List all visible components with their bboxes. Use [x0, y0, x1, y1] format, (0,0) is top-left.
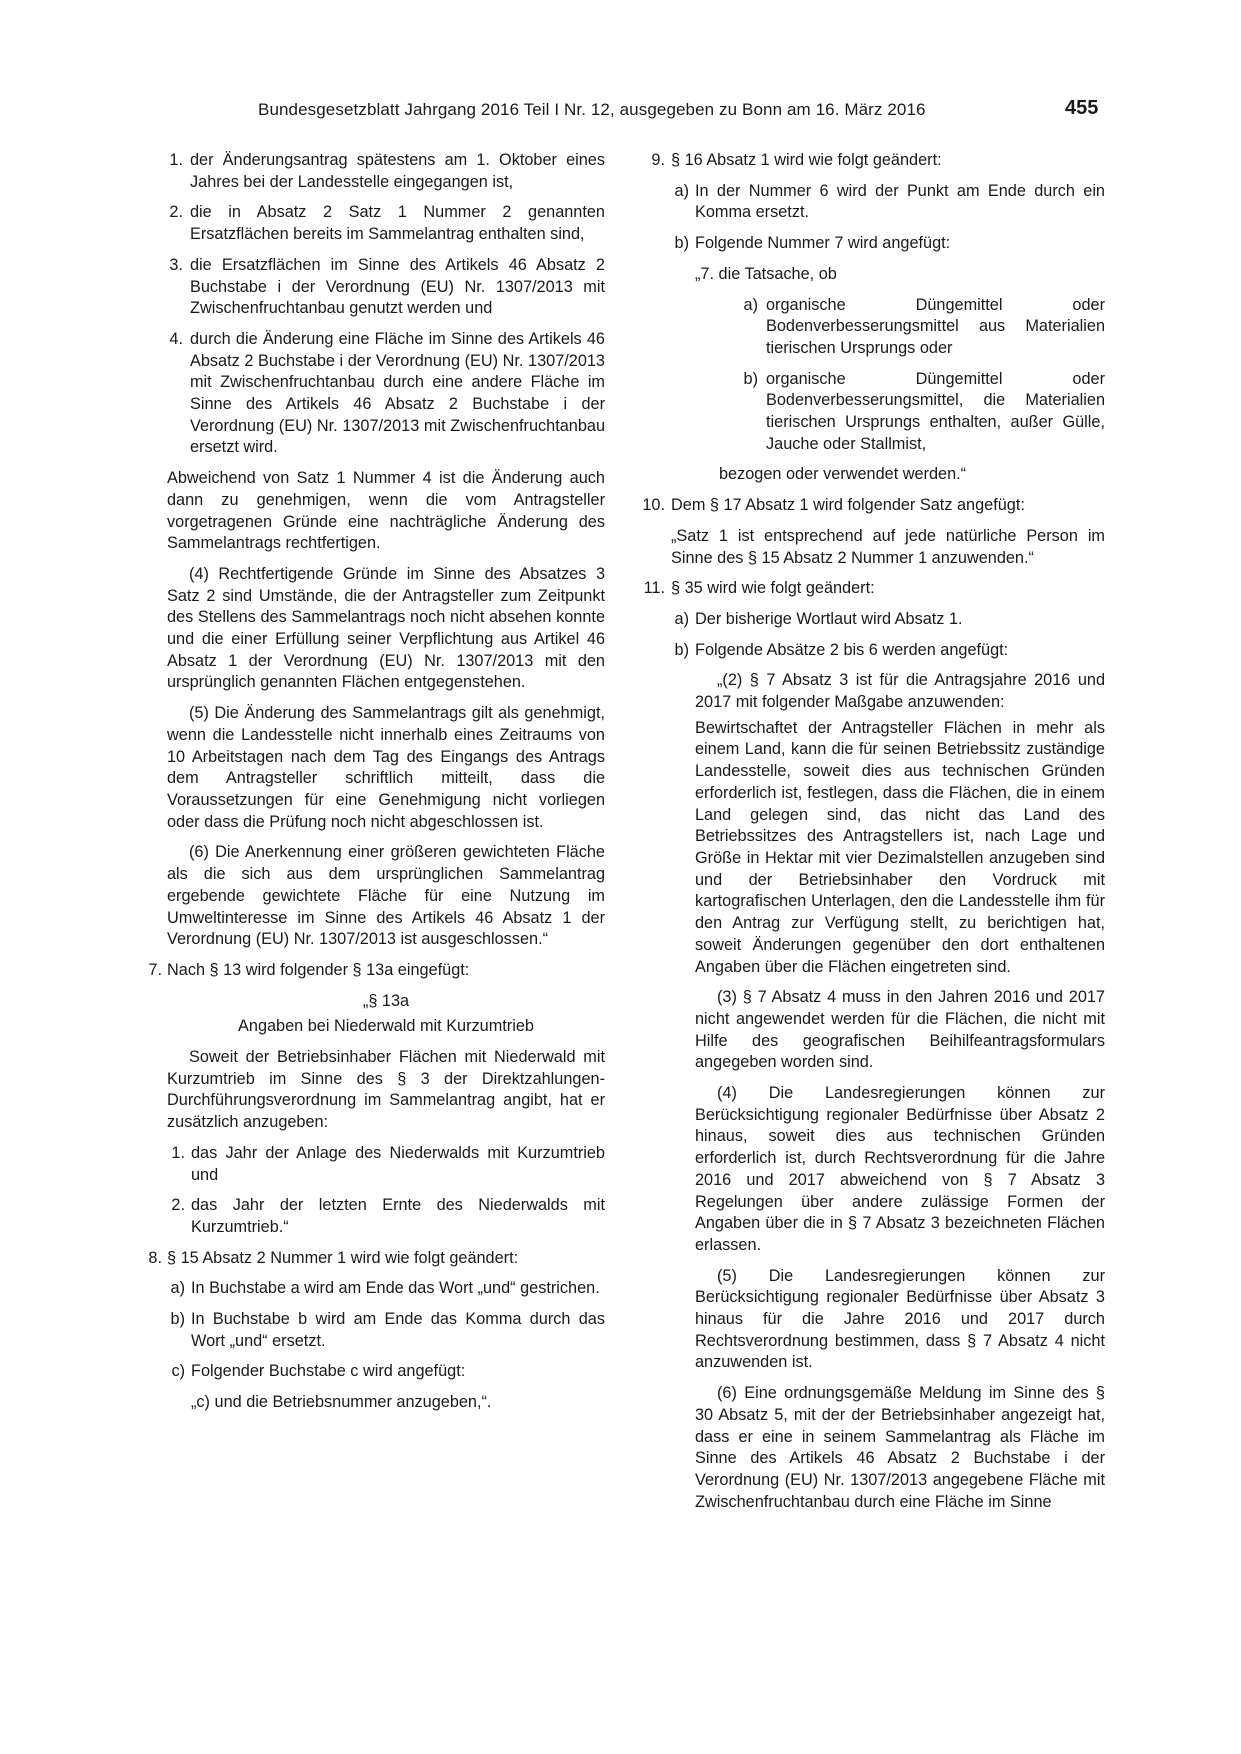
sub-text: Folgender Buchstabe c wird angefügt: [191, 1362, 466, 1381]
sub-item [167, 1361, 605, 1383]
sub-text: In Buchstabe b wird am Ende das Komma durch das Wort „und“ ersetzt. [191, 1310, 605, 1350]
sub-item [671, 609, 1105, 631]
page-header [0, 97, 1241, 130]
amendment-item-11 [628, 578, 1105, 600]
paragraph-4: (4) Die Landesregierungen können zur Berücksichtigung regionaler Bedürfnisse über Absatz 2 hinaus, soweit dies aus technischen Gründen erforderlich ist, durch Rechtsverordnung für die Jahre 2016 und 2017 abweichend von § 7 Absatz 3 Regelungen über andere zulässige Formen der Angaben über die in § 7 Absatz 3 bezeichneten Flächen erlassen. [695, 1084, 1105, 1254]
paragraph-4: (4) Rechtfertigende Gründe im Sinne des Absatzes 3 Satz 2 sind Umstände, die der Antragsteller zum Zeitpunkt des Stellens des Sammelantrags noch nicht absehen konnte und die einer Erfüllung seiner Verpflichtung aus Artikel 46 Absatz 1 der Verordnung (EU) Nr. 1307/2013 mit den ursprünglich genannten Flächen entgegenstehen. [167, 564, 605, 692]
list-number: 3. [169, 255, 183, 274]
amendment-item-7 [143, 960, 605, 982]
page-number: 455 [1065, 97, 1099, 119]
running-title: Bundesgesetzblatt Jahrgang 2016 Teil I Nr. 12, ausgegeben zu Bonn am 16. März 2016 [258, 100, 926, 119]
item-number: 7. [148, 960, 162, 979]
sub-sub-number: b) [743, 369, 758, 388]
sub-number: b) [674, 640, 689, 659]
section-text: Soweit der Betriebsinhaber Flächen mit Niederwald mit Kurzumtrieb im Sinne des § 3 der Direktzahlungen-Durchführungsverordnung im Sammelantrag angibt, hat er zusätzlich anzugeben: [167, 1048, 605, 1132]
item-text: Dem § 17 Absatz 1 wird folgender Satz angefügt: [671, 496, 1025, 515]
list-item [143, 202, 605, 245]
sub-number: b) [170, 1310, 185, 1329]
sub-sub-item [740, 295, 1105, 360]
sub-sub-item [740, 369, 1105, 456]
quoted-text: „c) und die Betriebsnummer anzugeben,“. [191, 1393, 492, 1412]
sub-sub-text: organische Düngemittel oder Bodenverbesserungsmittel aus Materialien tierischen Ursprungs oder [766, 295, 1105, 357]
item-text: § 15 Absatz 2 Nummer 1 wird wie folgt geändert: [167, 1248, 519, 1267]
sub-item [671, 181, 1105, 224]
quoted-text: „Satz 1 ist entsprechend auf jede natürliche Person im Sinne des § 15 Absatz 2 Nummer 1 anzuwenden.“ [671, 526, 1105, 567]
quoted-intro: „7. die Tatsache, ob [695, 264, 837, 283]
sub-text: In Buchstabe a wird am Ende das Wort „und“ gestrichen. [191, 1279, 600, 1298]
item-number: 10. [642, 496, 665, 515]
abweichend-paragraph: Abweichend von Satz 1 Nummer 4 ist die Änderung auch dann zu genehmigen, wenn die vom Antragsteller vorgetragenen Gründe eine nachträgliche Änderung des Sammelantrags rechtfertigen. [167, 469, 605, 553]
sub-text: Folgende Nummer 7 wird angefügt: [695, 234, 951, 253]
amendment-item-8 [143, 1248, 605, 1270]
amendment-item-9 [628, 150, 1105, 172]
sub-sub-number: a) [743, 295, 758, 314]
sub-text: Der bisherige Wortlaut wird Absatz 1. [695, 609, 963, 628]
item-text: Nach § 13 wird folgender § 13a eingefügt: [167, 960, 470, 979]
list-number: 1. [169, 151, 183, 169]
list-text: die Ersatzflächen im Sinne des Artikels 46 Absatz 2 Buchstabe i der Verordnung (EU) Nr. 1307/2013 mit Zwischenfruchtanbau genutzt werden und [190, 255, 605, 318]
sub-text: Folgende Absätze 2 bis 6 werden angefügt: [695, 640, 1009, 659]
sub-text: In der Nummer 6 wird der Punkt am Ende durch ein Komma ersetzt. [695, 181, 1105, 222]
list-number: 4. [169, 329, 183, 348]
list-text: die in Absatz 2 Satz 1 Nummer 2 genannten Ersatzflächen bereits im Sammelantrag enthalten sind, [190, 203, 605, 244]
item-text: § 35 wird wie folgt geändert: [671, 579, 875, 598]
paragraph-5: (5) Die Änderung des Sammelantrags gilt als genehmigt, wenn die Landesstelle nicht innerhalb eines Zeitraums von 10 Arbeitstagen nach dem Tag des Eingangs des Antrags dem Antragsteller schriftlich mitteilt, dass die Voraussetzungen für eine Genehmigung nicht vorliegen oder dass die Prüfung noch nicht abgeschlossen ist. [167, 704, 605, 831]
sub-number: c) [171, 1362, 185, 1381]
amendment-item-10 [628, 495, 1105, 517]
left-column [143, 150, 605, 1423]
sub-number: 2. [171, 1196, 185, 1215]
paragraph-2-intro: „(2) § 7 Absatz 3 ist für die Antragsjahre 2016 und 2017 mit folgender Maßgabe anzuwenden: [695, 671, 1105, 712]
right-column [628, 150, 1105, 1522]
sub-number: a) [674, 609, 689, 628]
list-item [143, 255, 605, 320]
quoted-end: bezogen oder verwendet werden.“ [719, 465, 967, 484]
item-number: 8. [148, 1248, 162, 1267]
section-heading: „§ 13a [362, 991, 410, 1010]
item-number: 11. [643, 579, 665, 598]
paragraph-2-body: Bewirtschaftet der Antragsteller Flächen in mehr als einem Land, kann die für seinen Betriebssitz zuständige Landesstelle, soweit dies aus technischen Gründen erforderlich ist, festlegen, dass die Flächen, die in einem Land gelegen sind, das nicht das Land des Betriebssitzes des Antragstellers ist, nach Lage und Größe in Hektar mit vier Dezimalstellen anzugeben sind und der Betriebsinhaber den Vordruck mit kartografischen Unterlagen, den die Landesstelle ihm für den Antrag zur Verfügung stellt, zu berichtigen hat, soweit Änderungen gegenüber den dort enthaltenen Angaben über die Flächen eingetreten sind. [695, 718, 1105, 976]
list-text: der Änderungsantrag spätestens am 1. Oktober eines Jahres bei der Landesstelle eingegangen ist, [190, 151, 605, 191]
sub-text: das Jahr der letzten Ernte des Niederwalds mit Kurzumtrieb.“ [191, 1196, 605, 1236]
paragraph-6: (6) Eine ordnungsgemäße Meldung im Sinne des § 30 Absatz 5, mit der der Betriebsinhaber angezeigt hat, dass er eine in seinem Sammelantrag als Fläche im Sinne des Artikels 46 Absatz 2 Buchstabe i der Verordnung (EU) Nr. 1307/2013 angegebene Fläche mit Zwischenfruchtanbau durch eine Fläche im Sinne [695, 1384, 1105, 1511]
sub-item [671, 640, 1105, 662]
sub-item [671, 233, 1105, 255]
sub-item [167, 1278, 605, 1300]
sub-item [167, 1195, 605, 1238]
list-text: durch die Änderung eine Fläche im Sinne des Artikels 46 Absatz 2 Buchstabe i der Verordnung (EU) Nr. 1307/2013 mit Zwischenfruchtanbau durch eine andere Fläche im Sinne des Artikels 46 Absatz 2 Buchstabe i der Verordnung (EU) Nr. 1307/2013 mit Zwischenfruchtanbau ersetzt wird. [190, 329, 605, 457]
sub-number: a) [674, 181, 689, 200]
list-item [143, 329, 605, 459]
list-number: 2. [169, 203, 183, 222]
paragraph-5: (5) Die Landesregierungen können zur Berücksichtigung regionaler Bedürfnisse über Absatz 3 hinaus für die Jahre 2016 und 2017 durch Rechtsverordnung bestimmen, dass § 7 Absatz 4 nicht anzuwenden ist. [695, 1266, 1105, 1372]
paragraph-3: (3) § 7 Absatz 4 muss in den Jahren 2016 und 2017 nicht angewendet werden für die Flächen, die nicht mit Hilfe des geografischen Beihilfeantragsformulars angegeben worden sind. [695, 988, 1105, 1072]
item-number: 9. [651, 151, 665, 169]
list-item [143, 150, 605, 193]
section-title: Angaben bei Niederwald mit Kurzumtrieb [238, 1017, 534, 1036]
sub-number: a) [170, 1279, 185, 1298]
sub-number: b) [674, 234, 689, 253]
sub-text: das Jahr der Anlage des Niederwalds mit Kurzumtrieb und [191, 1143, 605, 1184]
sub-number: 1. [171, 1143, 185, 1162]
sub-item [167, 1143, 605, 1186]
item-text: § 16 Absatz 1 wird wie folgt geändert: [671, 151, 942, 169]
sub-item [167, 1309, 605, 1352]
paragraph-6: (6) Die Anerkennung einer größeren gewichteten Fläche als die sich aus dem ursprünglichen Sammelantrag ergebende gewichtete Fläche für eine Nutzung im Umweltinteresse im Sinne des Artikels 46 Absatz 1 der Verordnung (EU) Nr. 1307/2013 ist ausgeschlossen.“ [167, 843, 605, 949]
sub-sub-text: organische Düngemittel oder Bodenverbesserungsmittel, die Materialien tierischen Ursprungs enthalten, außer Gülle, Jauche oder Stallmist, [766, 369, 1105, 453]
